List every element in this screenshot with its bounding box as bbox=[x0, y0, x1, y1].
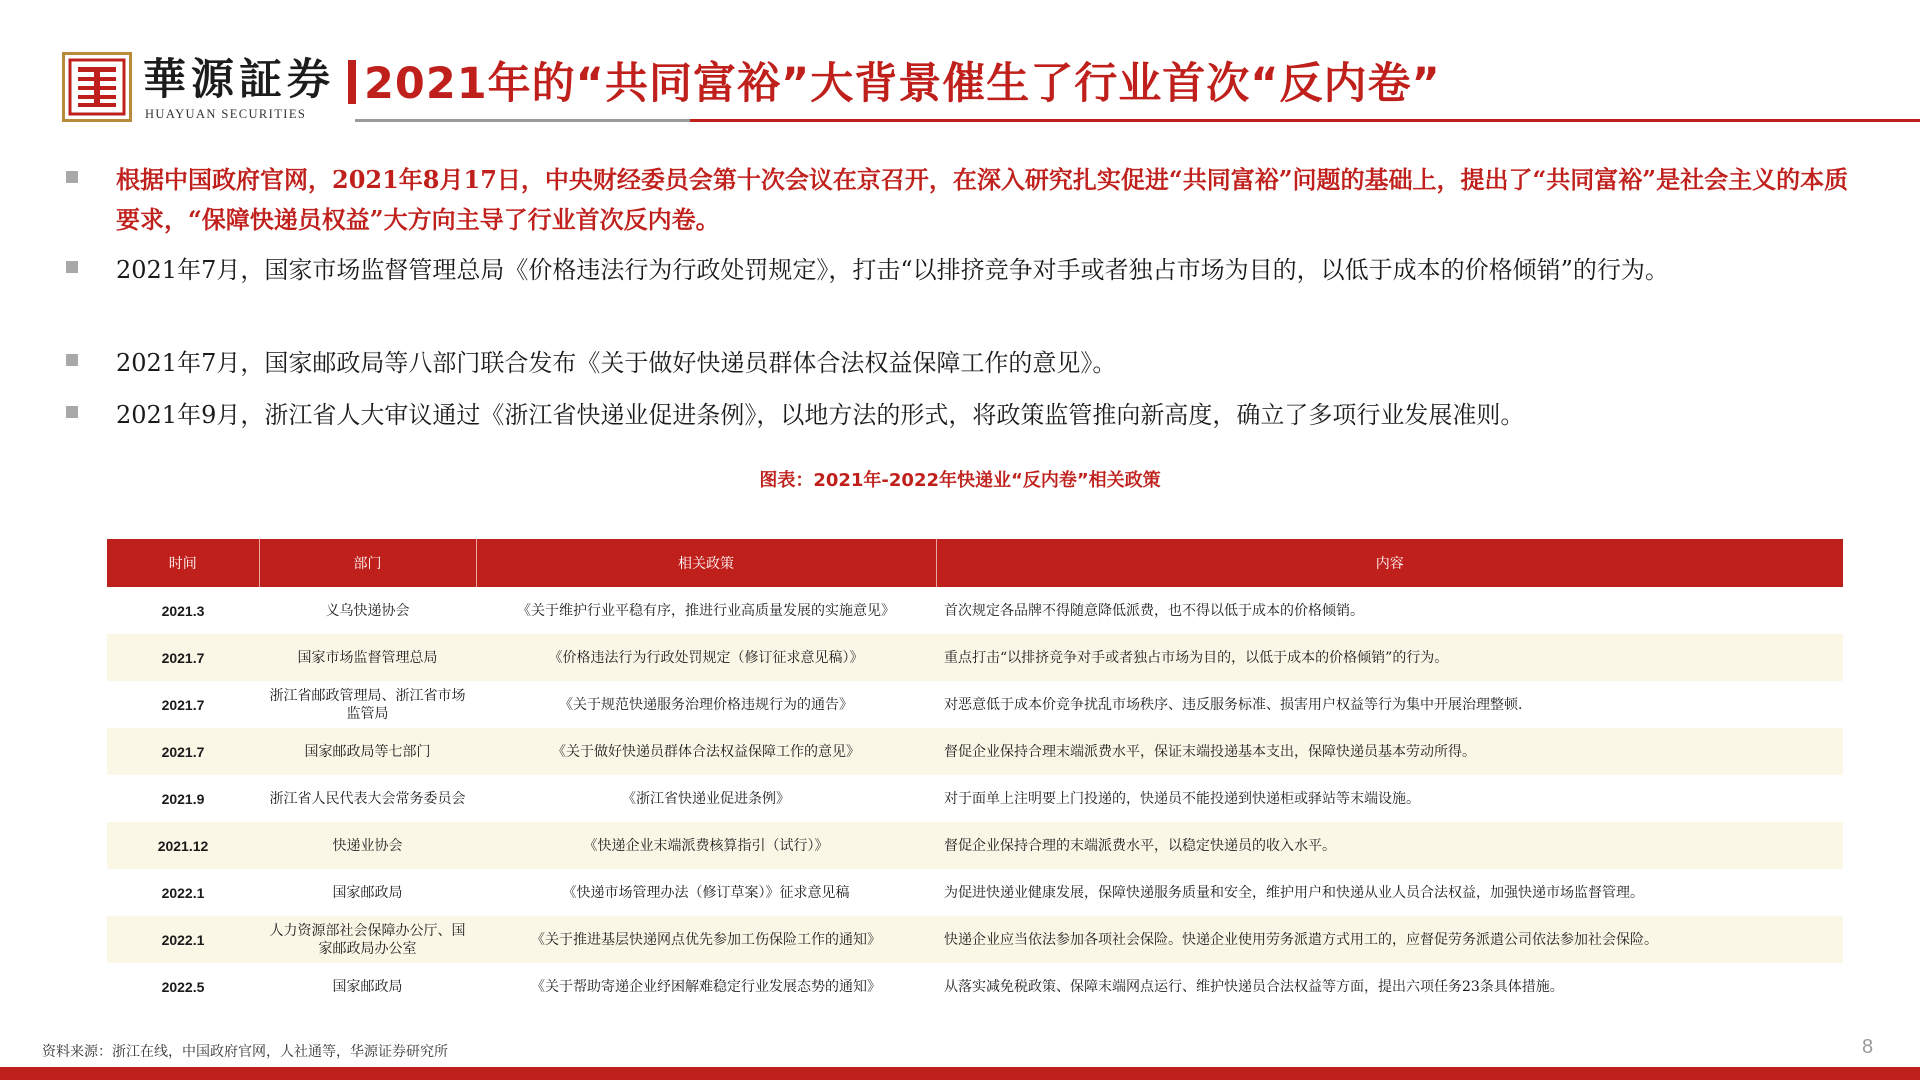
cell-content: 对恶意低于成本价竞争扰乱市场秩序、违反服务标准、损害用户权益等行为集中开展治理整顿. bbox=[944, 696, 1523, 713]
square-bullet-icon bbox=[66, 171, 78, 183]
footer-bar bbox=[0, 1067, 1920, 1080]
header-divider-red bbox=[690, 119, 1920, 122]
table-row bbox=[107, 587, 1843, 634]
cell-policy: 《关于帮助寄递企业纾困解难稳定行业发展态势的通知》 bbox=[531, 978, 881, 995]
table-row bbox=[107, 916, 1843, 963]
title-accent-bar bbox=[348, 60, 356, 104]
cell-time: 2022.5 bbox=[161, 978, 205, 995]
cell-policy: 《快递市场管理办法（修订草案）》征求意见稿 bbox=[562, 884, 850, 901]
cell-time: 2021.9 bbox=[161, 790, 205, 807]
bullet-text: 2021年9月，浙江省人大审议通过《浙江省快递业促进条例》，以地方法的形式，将政策监管推向新高度，确立了多项行业发展准则。 bbox=[116, 401, 1525, 429]
cell-department: 人力资源部社会保障办公厅、国家邮政局办公室 bbox=[259, 916, 476, 963]
cell-time: 2022.1 bbox=[107, 916, 259, 963]
column-header-time: 时间 bbox=[107, 539, 259, 587]
table-caption: 图表：2021年-2022年快递业“反内卷”相关政策 bbox=[759, 470, 1161, 491]
cell-policy: 《关于做好快递员群体合法权益保障工作的意见》 bbox=[476, 728, 936, 775]
table-row bbox=[107, 681, 1843, 728]
cell-content: 督促企业保持合理的末端派费水平，以稳定快递员的收入水平。 bbox=[936, 822, 1843, 869]
cell-time: 2021.7 bbox=[107, 634, 259, 681]
cell-content: 对于面单上注明要上门投递的，快递员不能投递到快递柜或驿站等末端设施。 bbox=[944, 790, 1420, 807]
cell-content: 首次规定各品牌不得随意降低派费，也不得以低于成本的价格倾销。 bbox=[944, 602, 1364, 619]
cell-policy: 《关于规范快递服务治理价格违规行为的通告》 bbox=[559, 696, 853, 713]
column-header-department: 部门 bbox=[259, 539, 476, 587]
cell-department: 国家邮政局 bbox=[332, 978, 403, 995]
square-bullet-icon bbox=[66, 354, 78, 366]
cell-policy: 《关于推进基层快递网点优先参加工伤保险工作的通知》 bbox=[476, 916, 936, 963]
header-divider-gray bbox=[355, 119, 690, 122]
cell-time: 2021.7 bbox=[161, 696, 205, 713]
table-row bbox=[107, 963, 1843, 1010]
huayuan-logo-icon bbox=[62, 52, 132, 122]
table-row bbox=[107, 822, 1843, 869]
brand-name: 華源証券 bbox=[143, 55, 335, 105]
cell-time: 2021.12 bbox=[107, 822, 259, 869]
cell-department: 义乌快递协会 bbox=[325, 602, 410, 619]
page-title: 2021年的“共同富裕”大背景催生了行业首次“反内卷” bbox=[364, 59, 1441, 109]
cell-content: 督促企业保持合理末端派费水平，保证末端投递基本支出，保障快递员基本劳动所得。 bbox=[936, 728, 1843, 775]
cell-content: 快递企业应当依法参加各项社会保险。快递企业使用劳务派遣方式用工的，应督促劳务派遣公司依法参加社会保险。 bbox=[936, 916, 1843, 963]
table-row bbox=[107, 869, 1843, 916]
cell-department: 浙江省人民代表大会常务委员会 bbox=[269, 790, 466, 807]
cell-policy: 《关于维护行业平稳有序，推进行业高质量发展的实施意见》 bbox=[517, 602, 895, 619]
cell-department: 浙江省邮政管理局、浙江省市场监管局 bbox=[269, 687, 466, 722]
column-header-policy: 相关政策 bbox=[476, 539, 936, 587]
cell-department: 国家市场监督管理总局 bbox=[259, 634, 476, 681]
policy-table bbox=[107, 539, 1843, 1010]
cell-content: 从落实减免税政策、保障末端网点运行、维护快递员合法权益等方面，提出六项任务23条具体措施。 bbox=[944, 978, 1564, 995]
table-header-row bbox=[107, 539, 1843, 587]
cell-policy: 《浙江省快递业促进条例》 bbox=[622, 790, 790, 807]
cell-time: 2021.3 bbox=[161, 602, 205, 619]
cell-time: 2021.7 bbox=[107, 728, 259, 775]
source-note: 资料来源：浙江在线，中国政府官网，人社通等，华源证券研究所 bbox=[42, 1044, 448, 1060]
square-bullet-icon bbox=[66, 261, 78, 273]
cell-time: 2022.1 bbox=[161, 884, 205, 901]
square-bullet-icon bbox=[66, 406, 78, 418]
cell-department: 国家邮政局等七部门 bbox=[259, 728, 476, 775]
column-header-content: 内容 bbox=[936, 539, 1843, 587]
cell-content: 为促进快递业健康发展，保障快递服务质量和安全，维护用户和快递从业人员合法权益，加强快递市场监督管理。 bbox=[944, 884, 1644, 901]
bullet-text: 2021年7月，国家市场监督管理总局《价格违法行为行政处罚规定》，打击“以排挤竞争对手或者独占市场为目的，以低于成本的价格倾销”的行为。 bbox=[116, 256, 1669, 284]
table-row bbox=[107, 775, 1843, 822]
brand-name-en: HUAYUAN SECURITIES bbox=[145, 107, 307, 121]
bullet-text: 根据中国政府官网，2021年8月17日，中央财经委员会第十次会议在京召开，在深入研究扎实促进“共同富裕”问题的基础上，提出了“共同富裕”是社会主义的本质要求，“保障快递员权益”大方向主导了行业首次反内卷。 bbox=[116, 165, 1849, 234]
cell-policy: 《快递企业末端派费核算指引（试行）》 bbox=[476, 822, 936, 869]
cell-department: 快递业协会 bbox=[259, 822, 476, 869]
page-number: 8 bbox=[1862, 1036, 1874, 1058]
table-row bbox=[107, 728, 1843, 775]
table-row bbox=[107, 634, 1843, 681]
cell-policy: 《价格违法行为行政处罚规定（修订征求意见稿）》 bbox=[476, 634, 936, 681]
cell-content: 重点打击“以排挤竞争对手或者独占市场为目的，以低于成本的价格倾销”的行为。 bbox=[936, 634, 1843, 681]
bullet-text: 2021年7月，国家邮政局等八部门联合发布《关于做好快递员群体合法权益保障工作的意见》。 bbox=[116, 349, 1117, 377]
cell-department: 国家邮政局 bbox=[332, 884, 403, 901]
